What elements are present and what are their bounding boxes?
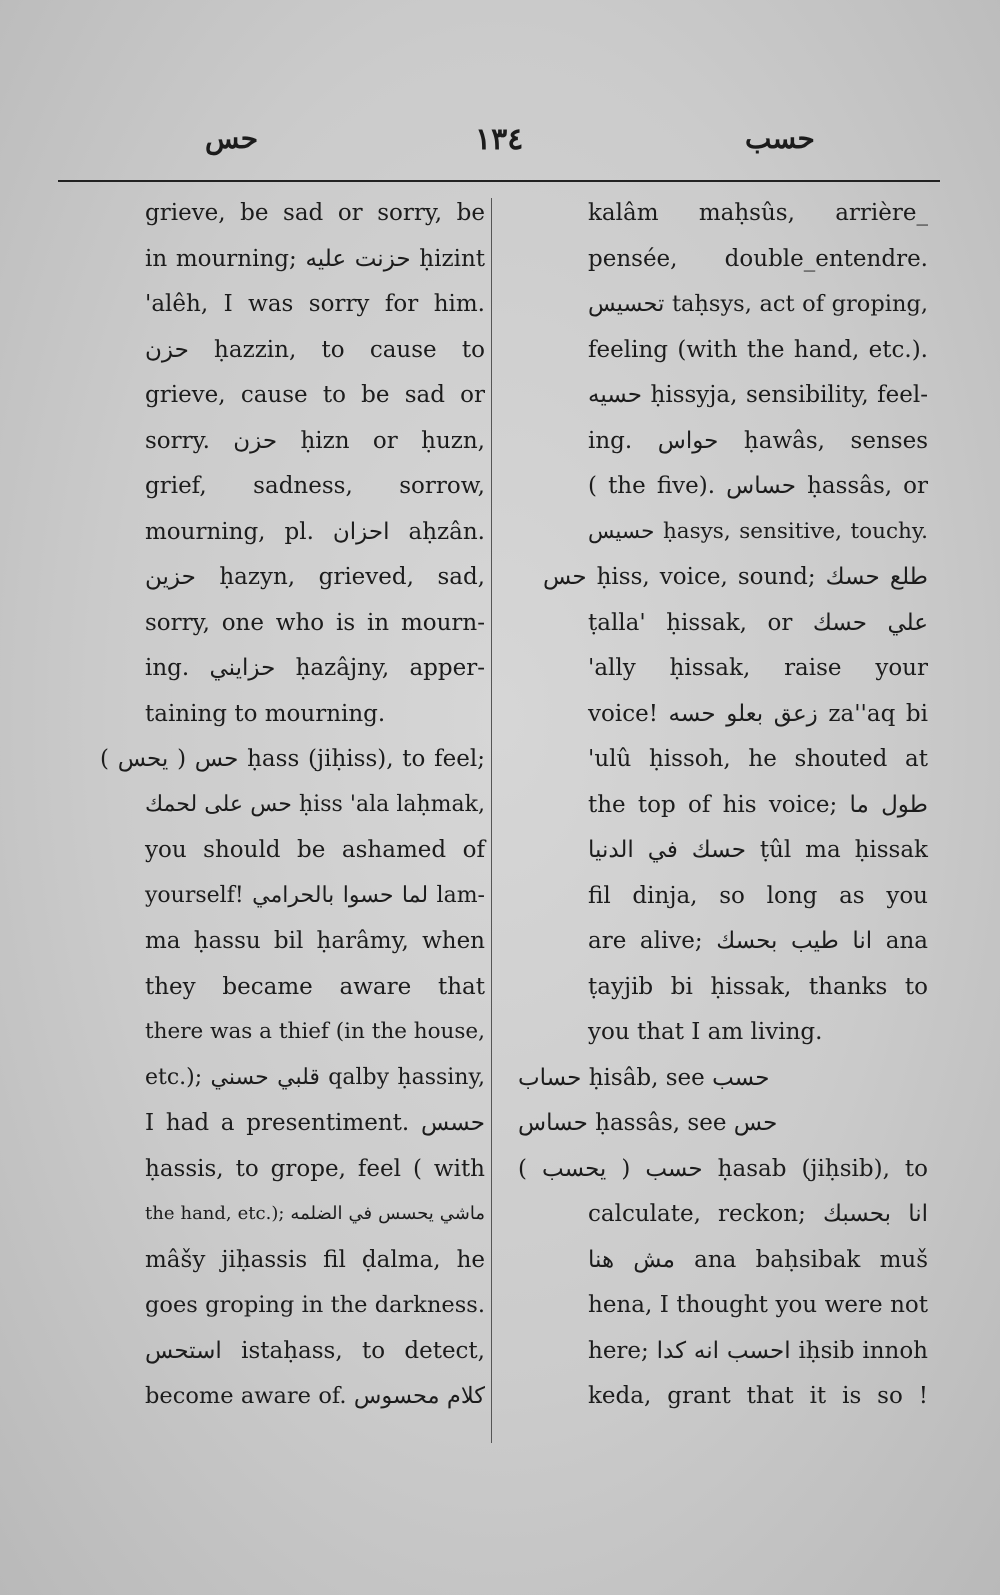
text-line: mâšy jiḥassis fil ḍalma, he bbox=[145, 1247, 485, 1273]
text-line: حسك في الدنيا ṭûl ma ḥissak bbox=[588, 837, 928, 863]
entry-headword-line: حس ḥiss, voice, sound; طلع حسك bbox=[543, 564, 928, 590]
text-line: حزن ḥazzin, to cause to bbox=[145, 337, 485, 363]
text-line: حسيه ḥissyja, sensibility, feel- bbox=[588, 382, 928, 408]
text-line: they became aware that bbox=[145, 974, 485, 1000]
text-line: ing. حواس ḥawâs, senses bbox=[588, 428, 928, 454]
entry-headword-line: حساب ḥisâb, see حسب bbox=[518, 1065, 770, 1091]
text-line: حزين ḥazyn, grieved, sad, bbox=[145, 564, 485, 590]
text-line: etc.); قلبي حسني qalby ḥassiny, bbox=[145, 1065, 485, 1090]
text-line: ing. حزايني ḥazâjny, apper- bbox=[145, 655, 485, 681]
text-line: the top of his voice; طول ما bbox=[588, 792, 928, 818]
text-line: are alive; انا طيب بحسك ana bbox=[588, 928, 928, 954]
header-right-catchword: حسب bbox=[745, 122, 815, 155]
entry-headword-line: حس ( يحس ) ḥass (jiḥiss), to feel; bbox=[100, 746, 485, 772]
text-line: calculate, reckon; انا بحسبك bbox=[588, 1201, 928, 1227]
text-line: ṭayjib bi ḥissak, thanks to bbox=[588, 974, 928, 1000]
text-line: 'ulû ḥissoh, he shouted at bbox=[588, 746, 928, 772]
page-number: ١٣٤ bbox=[475, 122, 524, 157]
text-line: sorry. حزن ḥizn or ḥuzn, bbox=[145, 428, 485, 454]
text-line: ( the five). حساس ḥassâs, or bbox=[588, 473, 928, 499]
text-line: grief, sadness, sorrow, bbox=[145, 473, 485, 499]
text-line: ḥassis, to grope, feel ( with bbox=[145, 1156, 485, 1182]
text-line: pensée, double_entendre. bbox=[588, 246, 928, 272]
text-line: استحس istaḥass, to detect, bbox=[145, 1338, 485, 1364]
text-line: mourning, pl. احزان aḥzân. bbox=[145, 519, 485, 545]
text-line: keda, grant that it is so ! bbox=[588, 1383, 928, 1409]
entry-headword-line: حسب ( يحسب ) ḥasab (jiḥsib), to bbox=[518, 1156, 928, 1182]
text-line: I had a presentiment. حسس bbox=[145, 1110, 485, 1136]
text-line: grieve, cause to be sad or bbox=[145, 382, 485, 408]
text-line: voice! زعق بعلو حسه za''aq bi bbox=[588, 701, 928, 727]
text-line: yourself! لما حسوا بالحرامي lam- bbox=[145, 883, 485, 908]
text-line: the hand, etc.); ماشي يحسس في الضلمه bbox=[145, 1203, 485, 1224]
text-line: حس على لحمك ḥiss 'ala laḥmak, bbox=[145, 792, 485, 817]
text-line: ṭalla' ḥissak, or علي حسك bbox=[588, 610, 928, 636]
text-line: goes groping in the darkness. bbox=[145, 1292, 485, 1318]
text-line: become aware of. كلام محسوس bbox=[145, 1383, 485, 1409]
text-line: مش هنا ana baḥsibak muš bbox=[588, 1247, 928, 1273]
text-line: you should be ashamed of bbox=[145, 837, 485, 863]
text-line: fil dinja, so long as you bbox=[588, 883, 928, 909]
header-left-catchword: حس bbox=[205, 122, 259, 155]
text-line: 'ally ḥissak, raise your bbox=[588, 655, 928, 681]
text-line: ma ḥassu bil ḥarâmy, when bbox=[145, 928, 485, 954]
text-line: there was a thief (in the house, bbox=[145, 1019, 485, 1044]
text-line: hena, I thought you were not bbox=[588, 1292, 928, 1318]
header-rule bbox=[58, 180, 940, 182]
column-divider bbox=[491, 198, 492, 1443]
text-line: in mourning; حزنت عليه ḥizint bbox=[145, 246, 485, 272]
text-line: kalâm maḥsûs, arrière_ bbox=[588, 200, 928, 226]
text-line: feeling (with the hand, etc.). bbox=[588, 337, 928, 363]
text-line: taining to mourning. bbox=[145, 701, 386, 727]
entry-headword-line: حساس ḥassâs, see حس bbox=[518, 1110, 778, 1136]
text-line: you that I am living. bbox=[588, 1019, 823, 1045]
text-line: تحسيس taḥsys, act of groping, bbox=[588, 291, 928, 317]
text-line: حسيس ḥasys, sensitive, touchy. bbox=[588, 519, 928, 544]
text-line: 'alêh, I was sorry for him. bbox=[145, 291, 485, 317]
text-line: here; احسب انه كدا iḥsib innoh bbox=[588, 1338, 928, 1364]
text-line: sorry, one who is in mourn- bbox=[145, 610, 485, 636]
text-line: grieve, be sad or sorry, be bbox=[145, 200, 485, 226]
